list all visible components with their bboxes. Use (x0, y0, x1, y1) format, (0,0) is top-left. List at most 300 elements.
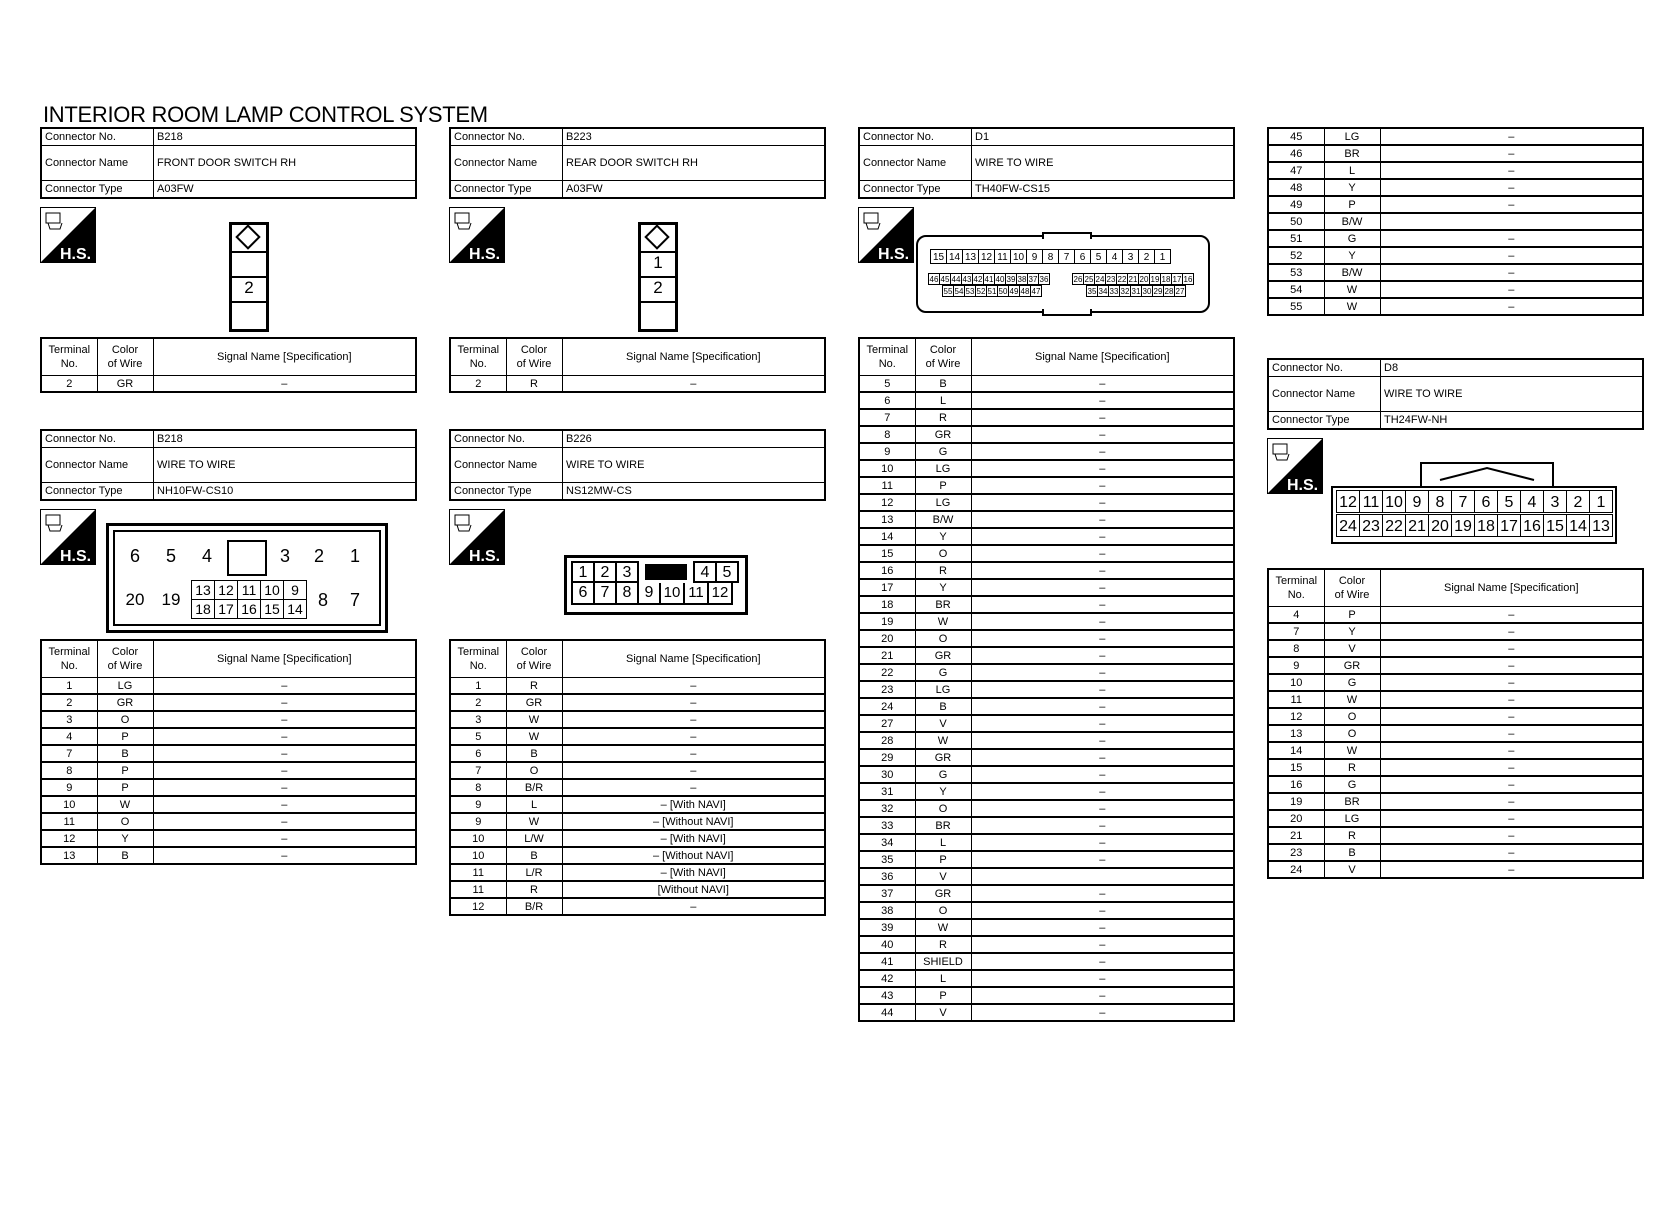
terminal-cell: 11 (41, 813, 97, 830)
pin: 9 (639, 583, 661, 605)
table-row (859, 885, 1234, 902)
signal-cell: – (153, 830, 416, 847)
latch-cavity (641, 225, 675, 253)
table-row (1268, 810, 1643, 827)
signal-cell: – (971, 579, 1234, 596)
signal-cell: – (971, 732, 1234, 749)
signal-cell: – (971, 834, 1234, 851)
color-cell: G (915, 664, 971, 681)
terminal-cell: 3 (450, 711, 506, 728)
connector-name: WIRE TO WIRE (563, 448, 826, 483)
table-row (450, 813, 825, 830)
table-row (859, 817, 1234, 834)
connector-diagram (40, 199, 417, 337)
table-row (1268, 725, 1643, 742)
color-cell: LG (915, 494, 971, 511)
signal-cell: – [With NAVI] (562, 864, 825, 881)
pin: 2 (1566, 490, 1590, 513)
table-row (859, 443, 1234, 460)
table-row (859, 868, 1234, 885)
connector-no: B218 (154, 430, 417, 448)
signal-cell: – (1380, 793, 1643, 810)
terminal-table (449, 337, 826, 393)
terminal-cell: 9 (41, 779, 97, 796)
terminal-cell: 8 (1268, 640, 1324, 657)
color-cell: W (506, 711, 562, 728)
signal-cell: – (971, 885, 1234, 902)
terminal-cell: 23 (859, 681, 915, 698)
pin: 17 (1497, 514, 1521, 537)
pin: 1 (1589, 490, 1613, 513)
page-title: INTERIOR ROOM LAMP CONTROL SYSTEM (43, 102, 488, 127)
signal-cell: – (562, 898, 825, 915)
table-row (1268, 281, 1643, 298)
pin: 12 (978, 249, 995, 264)
signal-cell: – (1380, 162, 1643, 179)
color-cell: G (1324, 776, 1380, 793)
terminal-cell: 44 (859, 1004, 915, 1021)
table-row (1268, 861, 1643, 878)
color-cell: LG (915, 681, 971, 698)
harness-side-icon (858, 207, 914, 263)
terminal-cell: 12 (859, 494, 915, 511)
table-row (450, 898, 825, 915)
signal-cell: – (1380, 281, 1643, 298)
pin-housing (638, 222, 678, 332)
terminal-cell: 43 (859, 987, 915, 1004)
signal-header: Signal Name [Specification] (153, 640, 416, 678)
connector-no: B226 (563, 430, 826, 448)
signal-cell: – (153, 813, 416, 830)
label-connector-name: Connector Name (859, 146, 972, 181)
pin-5: 5 (165, 546, 176, 566)
color-cell: BR (915, 817, 971, 834)
pin: 26 (1073, 275, 1083, 284)
signal-cell: – (1380, 810, 1643, 827)
color-cell: B/W (915, 511, 971, 528)
table-row (1268, 264, 1643, 281)
color-cell: B (915, 376, 971, 393)
color-header: Color of Wire (506, 640, 562, 678)
pin: 1 (1154, 249, 1171, 264)
color-cell: W (506, 728, 562, 745)
terminal-cell: 54 (1268, 281, 1324, 298)
pin-row-top (930, 249, 1170, 264)
table-row (450, 694, 825, 711)
table-row (1268, 607, 1643, 624)
terminal-cell: 4 (1268, 607, 1324, 624)
signal-cell: – (971, 1004, 1234, 1021)
signal-cell: – (1380, 691, 1643, 708)
terminal-cell: 7 (450, 762, 506, 779)
pin: 2 (595, 561, 617, 583)
color-cell: V (1324, 861, 1380, 878)
pin: 22 (1117, 275, 1127, 284)
signal-cell: – (1380, 196, 1643, 213)
pin: 3 (1122, 249, 1139, 264)
signal-cell: – (971, 443, 1234, 460)
pin-6: 6 (129, 546, 140, 566)
signal-cell: – (971, 936, 1234, 953)
color-cell: R (1324, 827, 1380, 844)
table-row (1268, 230, 1643, 247)
signal-header: Signal Name [Specification] (971, 338, 1234, 376)
connector-diagram (449, 199, 826, 337)
table-row (859, 528, 1234, 545)
label-connector-no: Connector No. (450, 430, 563, 448)
connector-header (449, 127, 826, 199)
terminal-cell: 17 (859, 579, 915, 596)
terminal-cell: 51 (1268, 230, 1324, 247)
signal-cell: – (971, 596, 1234, 613)
table-row (859, 800, 1234, 817)
color-cell: O (97, 711, 153, 728)
terminal-cell: 15 (1268, 759, 1324, 776)
terminal-cell: 15 (859, 545, 915, 562)
pin: 44 (951, 275, 961, 284)
color-cell: G (1324, 674, 1380, 691)
table-row (41, 813, 416, 830)
connector-name: WIRE TO WIRE (154, 448, 417, 483)
color-cell: W (915, 613, 971, 630)
pin: 9 (1405, 490, 1429, 513)
terminal-cell: 47 (1268, 162, 1324, 179)
terminal-cell: 30 (859, 766, 915, 783)
color-cell: R (915, 936, 971, 953)
pin: 31 (1131, 287, 1141, 296)
harness-side-icon (40, 509, 96, 565)
signal-cell: – (971, 902, 1234, 919)
color-cell: V (915, 715, 971, 732)
color-cell: L (1324, 162, 1380, 179)
pin: 5 (717, 561, 739, 583)
table-row (859, 970, 1234, 987)
color-cell: W (915, 732, 971, 749)
table-row (41, 728, 416, 745)
color-cell: Y (97, 830, 153, 847)
terminal-cell: 41 (859, 953, 915, 970)
terminal-header: Terminal No. (450, 640, 506, 678)
connector-type: TH40FW-CS15 (972, 181, 1235, 199)
table-row (859, 834, 1234, 851)
signal-cell: – (1380, 708, 1643, 725)
table-row (1268, 247, 1643, 264)
pin-3: 3 (279, 546, 290, 566)
color-cell: Y (1324, 623, 1380, 640)
terminal-cell: 48 (1268, 179, 1324, 196)
color-cell: BR (915, 596, 971, 613)
table-row (1268, 742, 1643, 759)
terminal-cell: 1 (41, 678, 97, 695)
signal-cell: – (1380, 640, 1643, 657)
color-cell: Y (915, 528, 971, 545)
pin: 5 (1090, 249, 1107, 264)
cavity-1 (232, 253, 266, 278)
harness-side-icon (449, 509, 505, 565)
color-cell: LG (1324, 810, 1380, 827)
harness-side-icon (40, 207, 96, 263)
connector-diagram (1267, 430, 1644, 568)
table-row (1268, 657, 1643, 674)
harness-side-icon (1267, 438, 1323, 494)
terminal-cell: 42 (859, 970, 915, 987)
pin: 15 (930, 249, 947, 264)
table-row (859, 511, 1234, 528)
table-row (450, 864, 825, 881)
connector-name: WIRE TO WIRE (1381, 377, 1644, 412)
signal-cell: – (971, 783, 1234, 800)
pin: 17 (1172, 275, 1182, 284)
terminal-cell: 4 (41, 728, 97, 745)
pin: 29 (1153, 287, 1163, 296)
pin: 8 (1042, 249, 1059, 264)
terminal-cell: 14 (859, 528, 915, 545)
terminal-cell: 21 (859, 647, 915, 664)
terminal-header: Terminal No. (450, 338, 506, 376)
signal-cell: – (971, 511, 1234, 528)
terminal-cell: 10 (450, 847, 506, 864)
terminal-cell: 35 (859, 851, 915, 868)
table-row (1268, 145, 1643, 162)
color-cell: Y (1324, 179, 1380, 196)
pin: 2 (1138, 249, 1155, 264)
color-cell: GR (915, 426, 971, 443)
pin: 10 (661, 583, 685, 605)
table-row (41, 694, 416, 711)
terminal-cell: 45 (1268, 128, 1324, 145)
small-pin-block: 13 12 11 10 9 18 17 16 15 14 (191, 580, 307, 620)
signal-cell: – (562, 745, 825, 762)
cavity-3 (641, 303, 675, 325)
pin-8: 8 (317, 590, 328, 610)
pin: 3 (617, 561, 639, 583)
pin: 47 (1031, 287, 1041, 296)
connector-diagram (449, 501, 826, 639)
table-row (1268, 196, 1643, 213)
keyway (645, 564, 687, 580)
color-cell: B (97, 847, 153, 864)
signal-cell: – (1380, 607, 1643, 624)
pin-block-right (1072, 273, 1193, 297)
pin: 3 (1543, 490, 1567, 513)
terminal-cell: 13 (41, 847, 97, 864)
terminal-cell: 7 (1268, 623, 1324, 640)
hs-label: H.S. (469, 246, 501, 263)
terminal-table (1267, 568, 1644, 879)
pin: 14 (1566, 514, 1590, 537)
signal-cell: – (562, 711, 825, 728)
pin-housing (916, 235, 1210, 313)
pin: 45 (940, 275, 950, 284)
terminal-cell: 10 (41, 796, 97, 813)
terminal-cell: 19 (1268, 793, 1324, 810)
color-cell: O (1324, 708, 1380, 725)
pin: 33 (1109, 287, 1119, 296)
color-cell: B (1324, 844, 1380, 861)
connector-d8-wire-to-wire (1267, 358, 1644, 879)
connector-type: A03FW (154, 181, 417, 199)
terminal-cell: 7 (859, 409, 915, 426)
signal-cell (1380, 213, 1643, 230)
connector-diagram (40, 501, 417, 639)
terminal-cell: 9 (1268, 657, 1324, 674)
signal-cell: – (1380, 759, 1643, 776)
color-cell: G (915, 443, 971, 460)
signal-cell: – (971, 698, 1234, 715)
pin: 38 (1017, 275, 1027, 284)
terminal-cell: 20 (859, 630, 915, 647)
table-row (450, 830, 825, 847)
terminal-cell: 2 (41, 694, 97, 711)
pin: 14 (946, 249, 963, 264)
terminal-cell: 8 (41, 762, 97, 779)
table-row (1268, 776, 1643, 793)
pin-7: 7 (349, 590, 360, 610)
pin: 37 (1028, 275, 1038, 284)
terminal-cell: 50 (1268, 213, 1324, 230)
pin: 42 (973, 275, 983, 284)
label-connector-type: Connector Type (41, 483, 154, 501)
label-connector-name: Connector Name (450, 146, 563, 181)
pin: 15 (1543, 514, 1567, 537)
color-cell: O (97, 813, 153, 830)
label-connector-type: Connector Type (41, 181, 154, 199)
color-cell: P (1324, 607, 1380, 624)
pin: 11 (994, 249, 1011, 264)
pin: 32 (1120, 287, 1130, 296)
signal-cell: – (153, 796, 416, 813)
terminal-cell: 22 (859, 664, 915, 681)
color-cell: P (915, 987, 971, 1004)
table-row (859, 647, 1234, 664)
signal-cell: – (971, 851, 1234, 868)
color-cell: O (915, 630, 971, 647)
color-cell: W (1324, 298, 1380, 315)
pin: 7 (595, 583, 617, 605)
terminal-cell: 20 (1268, 810, 1324, 827)
connector-name: WIRE TO WIRE (972, 146, 1235, 181)
table-row (1268, 298, 1643, 315)
terminal-cell: 36 (859, 868, 915, 885)
pin: 19 (1451, 514, 1475, 537)
connector-b218-front-door (40, 127, 417, 393)
pin: 39 (1006, 275, 1016, 284)
connector-name: REAR DOOR SWITCH RH (563, 146, 826, 181)
color-cell: P (915, 477, 971, 494)
cavity-2: 2 (641, 278, 675, 303)
table-row (1268, 691, 1643, 708)
terminal-cell: 13 (1268, 725, 1324, 742)
color-cell: L (915, 970, 971, 987)
color-cell: Y (915, 579, 971, 596)
table-row (1268, 179, 1643, 196)
terminal-cell: 12 (1268, 708, 1324, 725)
signal-cell (971, 868, 1234, 885)
signal-cell: – (1380, 827, 1643, 844)
pin: 21 (1405, 514, 1429, 537)
table-row (41, 678, 416, 695)
pin-housing (229, 222, 269, 332)
pin: 10 (1010, 249, 1027, 264)
color-cell: B (506, 847, 562, 864)
signal-cell: – (971, 953, 1234, 970)
terminal-cell: 16 (1268, 776, 1324, 793)
signal-cell: – (971, 630, 1234, 647)
color-cell: L (506, 796, 562, 813)
table-row (1268, 623, 1643, 640)
color-cell: R (915, 562, 971, 579)
table-row (41, 796, 416, 813)
signal-cell: – [With NAVI] (562, 796, 825, 813)
color-cell: P (915, 851, 971, 868)
terminal-header: Terminal No. (41, 640, 97, 678)
signal-cell: – (971, 715, 1234, 732)
signal-cell: – (971, 562, 1234, 579)
connector-type: TH24FW-NH (1381, 412, 1644, 430)
terminal-cell: 53 (1268, 264, 1324, 281)
terminal-cell: 11 (859, 477, 915, 494)
signal-cell: [Without NAVI] (562, 881, 825, 898)
terminal-cell: 10 (450, 830, 506, 847)
label-connector-no: Connector No. (859, 128, 972, 146)
table-row (450, 762, 825, 779)
signal-header: Signal Name [Specification] (562, 640, 825, 678)
terminal-cell: 9 (859, 443, 915, 460)
table-row (859, 732, 1234, 749)
table-row (859, 460, 1234, 477)
pin: 4 (693, 561, 717, 583)
pin: 5 (1497, 490, 1521, 513)
pin: 24 (1336, 514, 1360, 537)
color-header: Color of Wire (1324, 569, 1380, 607)
color-cell: L/R (506, 864, 562, 881)
signal-cell: – (562, 779, 825, 796)
terminal-cell: 24 (859, 698, 915, 715)
color-cell: B (915, 698, 971, 715)
color-cell: GR (506, 694, 562, 711)
signal-header: Signal Name [Specification] (562, 338, 825, 376)
terminal-cell: 13 (859, 511, 915, 528)
label-connector-type: Connector Type (450, 181, 563, 199)
signal-cell: – (1380, 674, 1643, 691)
color-cell: R (506, 678, 562, 695)
terminal-cell: 6 (450, 745, 506, 762)
pin: 53 (965, 287, 975, 296)
signal-cell: – (562, 694, 825, 711)
pin: 18 (1474, 514, 1498, 537)
color-header: Color of Wire (97, 338, 153, 376)
terminal-cell: 8 (450, 779, 506, 796)
signal-cell: – [With NAVI] (562, 830, 825, 847)
table-row: 2 R – (450, 376, 825, 393)
pin-1: 1 (349, 546, 360, 566)
pin: 27 (1175, 287, 1185, 296)
color-header: Color of Wire (915, 338, 971, 376)
terminal-cell: 33 (859, 817, 915, 834)
pin: 11 (1359, 490, 1383, 513)
signal-cell: – (1380, 145, 1643, 162)
pin: 12 (1336, 490, 1360, 513)
color-cell: O (506, 762, 562, 779)
pin: 34 (1098, 287, 1108, 296)
terminal-cell: 10 (859, 460, 915, 477)
table-row (859, 426, 1234, 443)
color-cell: BR (1324, 793, 1380, 810)
connector-header (449, 429, 826, 501)
signal-cell: – (971, 664, 1234, 681)
table-row (1268, 827, 1643, 844)
signal-cell: – (1380, 776, 1643, 793)
